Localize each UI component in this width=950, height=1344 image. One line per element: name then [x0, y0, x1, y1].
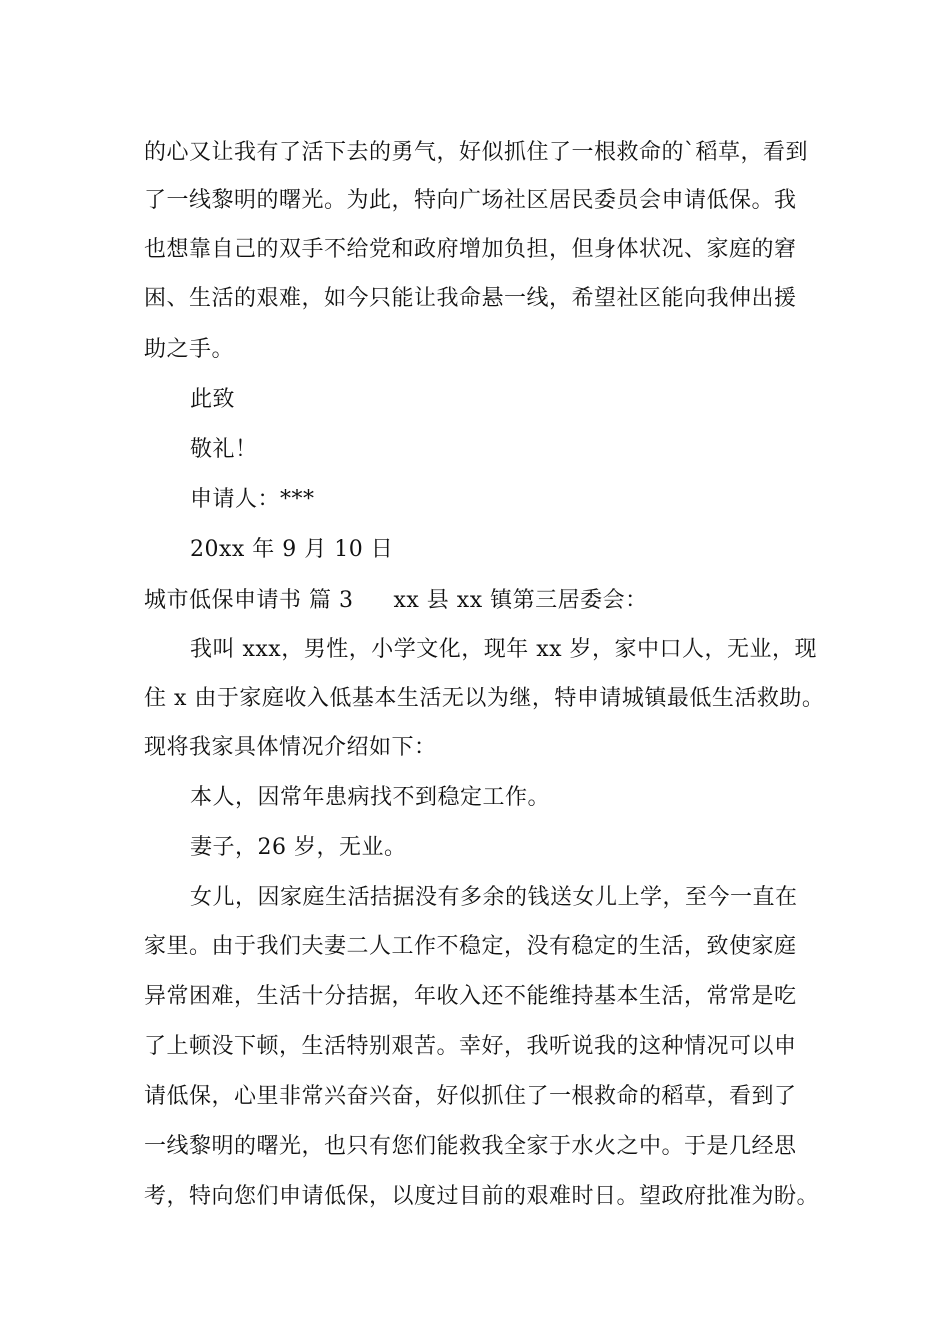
- closing-respect: 敬礼！: [190, 437, 258, 462]
- body-line-2: 了一线黎明的曙光。为此，特向广场社区居民委员会申请低保。我: [144, 188, 797, 213]
- recipient-line: xx 县 xx 镇第三居委会：: [393, 588, 648, 613]
- body-line-10: 妻子，26 岁，无业。: [190, 835, 407, 860]
- body-line-9: 本人，因常年患病找不到稳定工作。: [190, 785, 551, 810]
- body-line-6: 我叫 xxx，男性，小学文化，现年 xx 岁，家中口人，无业，现: [190, 637, 818, 662]
- body-line-13: 异常困难，生活十分拮据，年收入还不能维持基本生活，常常是吃: [144, 984, 797, 1009]
- body-line-1: 的心又让我有了活下去的勇气，好似抓住了一根救命的`稻草，看到: [144, 140, 809, 165]
- body-line-12: 家里。由于我们夫妻二人工作不稳定，没有稳定的生活，致使家庭: [144, 934, 797, 959]
- body-line-8: 现将我家具体情况介绍如下：: [144, 735, 437, 760]
- body-line-4: 困、生活的艰难，如今只能让我命悬一线，希望社区能向我伸出援: [144, 286, 797, 311]
- body-line-7: 住 x 由于家庭收入低基本生活无以为继，特申请城镇最低生活救助。: [144, 686, 825, 711]
- body-line-17: 考，特向您们申请低保，以度过目前的艰难时日。望政府批准为盼。: [144, 1184, 820, 1209]
- body-line-14: 了上顿没下顿，生活特别艰苦。幸好，我听说我的这种情况可以申: [144, 1034, 797, 1059]
- closing-salutation: 此致: [190, 387, 236, 412]
- body-line-3: 也想靠自己的双手不给党和政府增加负担，但身体状况、家庭的窘: [144, 237, 797, 262]
- body-line-11: 女儿，因家庭生活拮据没有多余的钱送女儿上学，至今一直在: [190, 885, 798, 910]
- body-line-5: 助之手。: [144, 337, 235, 362]
- body-line-15: 请低保，心里非常兴奋兴奋，好似抓住了一根救命的稻草，看到了: [144, 1084, 797, 1109]
- applicant-signature: 申请人：***: [190, 487, 315, 512]
- body-line-16: 一线黎明的曙光，也只有您们能救我全家于水火之中。于是几经思: [144, 1134, 797, 1159]
- section-heading: [144, 586, 648, 616]
- section-title: 城市低保申请书 篇 3: [144, 588, 354, 613]
- date-line: 20xx 年 9 月 10 日: [190, 537, 394, 562]
